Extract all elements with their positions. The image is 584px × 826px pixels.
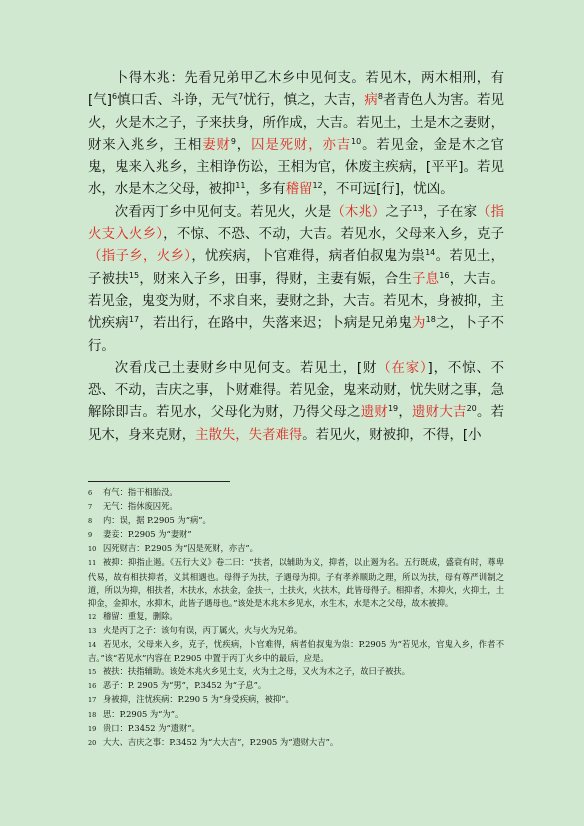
annotation-text: （木兆） xyxy=(331,204,386,220)
footnote-text: 思：P.2905 为“为”。 xyxy=(103,708,184,719)
footnote-number: 9 xyxy=(88,531,93,540)
footnote-text: 囚死财吉：P.2905 为“囚是死财，亦吉”。 xyxy=(103,543,258,554)
text-run: 卜得木兆：先看兄弟甲乙木乡中见何支。若见木，两木相刑，有[气] xyxy=(88,71,504,109)
text-run: ，不惊、不恐、不动，大吉。若见水，父母来入乡，克子 xyxy=(163,227,504,243)
footnote-item xyxy=(88,722,504,736)
footnote-text: 内：误，据 P.2905 为“病”。 xyxy=(103,515,211,526)
footnote-ref[interactable]: 17 xyxy=(128,315,140,325)
footnote-number: 6 xyxy=(88,489,93,497)
text-run: 之，卜子不行。 xyxy=(88,316,505,354)
text-run: 。若见金，金是木之官鬼，鬼来入兆乡，主相诤伤讼，王相为官，休废主疾病，[平平]。若见水，水是木之父母，被抑 xyxy=(88,137,505,198)
footnote-item xyxy=(88,556,504,609)
text-run: ， xyxy=(398,405,413,421)
footnote-text: 大大、吉庆之事：P.3452 为“大大吉”，P.2905 为“遗财大吉”。 xyxy=(103,736,339,747)
footnote-item xyxy=(88,624,504,638)
footnote-number: 19 xyxy=(88,724,97,733)
footnote-number: 20 xyxy=(88,738,97,747)
footnote-ref[interactable]: 10 xyxy=(351,136,362,146)
paragraph-fire-region xyxy=(88,202,504,358)
footnote-text: 妻妾：P.2905 为“妻财” xyxy=(103,529,192,540)
annotation-text: （指子乡，火乡） xyxy=(88,249,192,265)
footnote-ref[interactable]: 15 xyxy=(128,270,140,280)
paragraph-earth-region xyxy=(88,358,504,447)
footnote-item xyxy=(88,665,504,679)
correction-text: 妻财 xyxy=(202,137,231,153)
footnote-ref[interactable]: 14 xyxy=(425,248,436,258)
footnote-number: 11 xyxy=(88,559,97,568)
footnote-text: 贵口：P.3452 为“遗财”。 xyxy=(103,722,200,733)
footnote-item xyxy=(88,500,504,514)
correction-text: 病 xyxy=(364,93,378,109)
footnote-ref[interactable]: 7 xyxy=(238,92,244,102)
footnote-text: 火是丙丁之子：该句有误，丙丁属火，火与火为兄弟。 xyxy=(103,624,303,635)
footnote-number: 8 xyxy=(88,517,93,526)
text-run: ，若出行，在路中，失落来迟；卜病是兄弟鬼 xyxy=(139,316,413,332)
annotation-text: 主散失，失者难得 xyxy=(195,427,303,443)
annotation-text: （指火支入火乡） xyxy=(88,204,505,243)
footnote-text: 被抑：抑指止遏。《五行大义》卷二曰：“扶者，以辅助为义，抑者，以止遏为名。五行既成，盛衰有时，尊卑代易，故有相扶抑者，义其相遇也。母得子为扶，子遇母为抑。子有孝养顺助之理，所以为扶，母有尊严训制之道，所以为抑，相扶者，木扶水，水扶金，金扶一，土扶火，火扶木，此皆母得子。相抑者，木抑火，火抑土，土抑金，金抑水，水抑木，此皆子遇母也。”该处是木兆木乡见水，水生木，水是木之父母，故木被抑。 xyxy=(88,557,504,608)
footnote-item xyxy=(88,693,504,707)
paragraph-wood-omen xyxy=(88,68,504,202)
footnote-number: 12 xyxy=(88,612,97,621)
text-run: ， xyxy=(235,137,252,153)
footnote-number: 15 xyxy=(88,668,97,677)
text-run: ，大吉。若见金，鬼变为财，不求自来，妻财之卦，大吉。若见木，身被抑，主忧疾病 xyxy=(88,271,505,332)
text-run: ，子在家 xyxy=(422,204,478,220)
footnote-item xyxy=(88,486,504,500)
footnote-item xyxy=(88,736,504,750)
main-text xyxy=(88,68,504,447)
footnote-number: 13 xyxy=(88,626,97,635)
text-run: 慎口舌、斗诤，无气 xyxy=(117,93,239,109)
footnote-number: 16 xyxy=(88,682,97,691)
text-run: 。若见火，财被抑，不得，[小 xyxy=(302,427,482,443)
footnote-text: 被扶：扶指辅助。该处木兆火乡见土支，火为土之母，又火为木之子，故曰子被扶。 xyxy=(103,666,410,677)
text-run: ，忧疾病，卜官难得，病者伯叔鬼为祟 xyxy=(191,249,426,265)
footnote-item xyxy=(88,638,504,665)
text-run: ]，不惊、不恐、不动，吉庆之事，卜财难得。若见金，鬼来动财，忧失财之事，急解除即吉。若见水，父母化为财，乃得父母之 xyxy=(88,360,504,421)
text-run: ，不可远[行]，忧凶。 xyxy=(322,182,454,198)
correction-text: 遗财大吉 xyxy=(412,405,467,421)
footnote-text: 身被抑，注忧疾病：P.290 5 为“身受疾病，被抑”。 xyxy=(103,694,294,705)
text-run: 次看戊己土妻财乡中见何支。若见土，[财 xyxy=(114,360,378,376)
footnotes-section xyxy=(88,486,504,750)
text-run: 忧行，慎之，大吉， xyxy=(243,93,365,109)
footnote-item xyxy=(88,610,504,624)
footnote-ref[interactable]: 12 xyxy=(312,181,323,191)
correction-text: 遗财 xyxy=(360,405,388,421)
footnote-ref[interactable]: 9 xyxy=(230,136,236,146)
text-run: 者青色人为害。若见火，火是木之子，子来扶身，所作成，大吉。若见土，土是木之妻财，财来入兆乡，王相 xyxy=(88,93,505,153)
text-run: 。若见木，身来克财， xyxy=(88,405,505,443)
correction-text: 囚是死财，亦吉 xyxy=(251,137,352,153)
footnote-item xyxy=(88,708,504,722)
text-run: 。若见土，子被扶 xyxy=(88,249,504,287)
correction-text: 稽留 xyxy=(285,182,313,198)
footnote-ref[interactable]: 11 xyxy=(235,181,246,191)
text-run: ，财来入子乡，田事，得财，主妻有娠，合生 xyxy=(139,271,413,287)
footnote-ref[interactable]: 8 xyxy=(377,92,383,102)
footnote-item xyxy=(88,542,504,556)
footnote-item xyxy=(88,528,504,542)
footnote-text: 无气：指休废囚死。 xyxy=(103,501,178,512)
annotation-text: （在家） xyxy=(377,360,428,376)
footnote-text: 稽留：重复，删除。 xyxy=(103,610,178,621)
text-run: 之子 xyxy=(385,204,413,220)
footnote-item xyxy=(88,679,504,693)
footnote-ref[interactable]: 20 xyxy=(466,404,477,414)
footnote-text: 若见水，父母来入乡，克子，忧疾病，卜官难得，病者伯叔鬼为祟：P.2905 为“若见水，官鬼入乡，作者不吉。”该“若见水”内容在 P.2905 中置于丙丁火乡中的最后，应是。 xyxy=(88,639,504,664)
footnote-number: 7 xyxy=(88,503,93,512)
footnote-ref[interactable]: 19 xyxy=(387,404,399,414)
correction-text: 子息 xyxy=(412,271,440,287)
footnote-ref[interactable]: 16 xyxy=(439,270,450,280)
footnote-text: 恶子：P. 2905 为“男”，P.3452 为“子息”。 xyxy=(103,680,267,691)
footnote-text: 有气：指干相胎没。 xyxy=(103,487,178,497)
footnote-number: 17 xyxy=(88,696,97,705)
footnote-ref[interactable]: 6 xyxy=(111,92,118,102)
footnote-item xyxy=(88,514,504,528)
footnote-number: 14 xyxy=(88,641,97,650)
footnote-separator xyxy=(88,481,230,482)
text-run: ，多有 xyxy=(245,182,286,198)
footnote-number: 18 xyxy=(88,710,97,719)
text-run: 次看丙丁乡中见何支。若见火，火是 xyxy=(114,204,332,220)
footnote-ref[interactable]: 18 xyxy=(425,315,436,325)
footnote-number: 10 xyxy=(88,545,97,554)
footnote-ref[interactable]: 13 xyxy=(412,203,423,213)
correction-text: 为 xyxy=(412,316,426,332)
